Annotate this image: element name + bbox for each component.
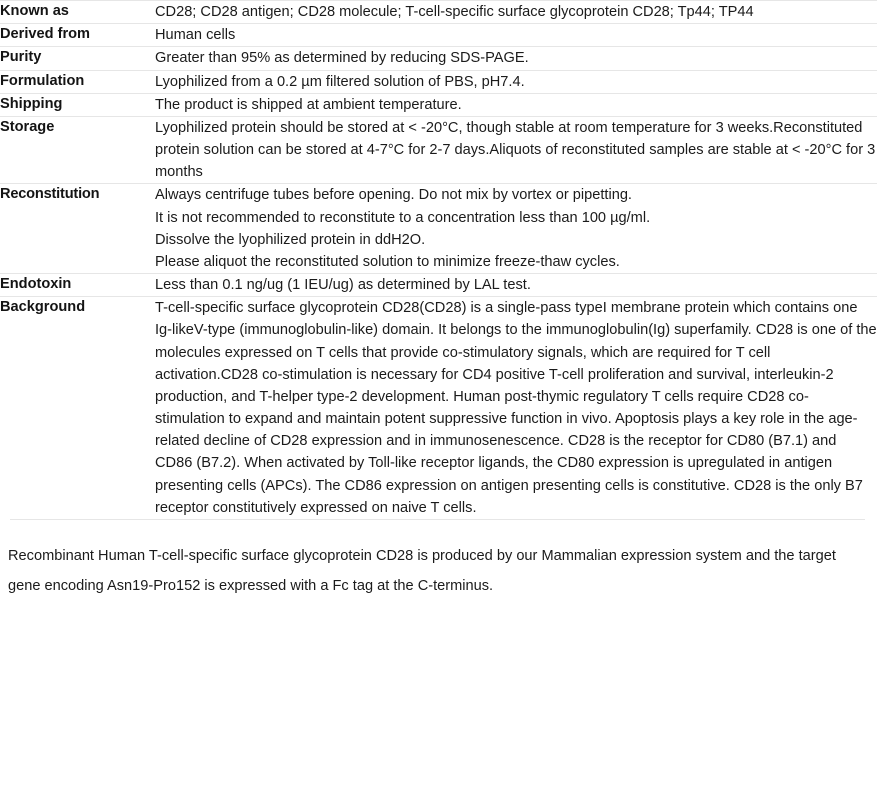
row-label-background: Background bbox=[0, 297, 155, 519]
row-value-reconstitution bbox=[155, 184, 877, 274]
row-label-purity: Purity bbox=[0, 47, 155, 70]
value-line: Always centrifuge tubes before opening. Do not mix by vortex or pipetting. bbox=[155, 187, 632, 204]
value-paragraph: T-cell-specific surface glycoprotein CD28(CD28) is a single-pass typeI membrane protein which contains one Ig-likeV-type (immunoglobulin-like) domain. It belongs to the immunoglobulin(Ig) superfamily. CD28 is one of the molecules expressed on T cells that provide co-stimulatory signals, which are required for T cell activation.CD28 co-stimulation is necessary for CD4 positive T-cell proliferation and survival, interleukin-2 production, and T-helper type-2 development. Human post-thymic regulatory T cells require CD28 co-stimulation to expand and maintain potent suppressive function in vivo. Apoptosis plays a key role in the age-related decline of CD28 expression and in immunosenescence. CD28 is the receptor for CD80 (B7.1) and CD86 (B7.2). When activated by Toll-like receptor ligands, the CD80 expression is upregulated in antigen presenting cells (APCs). The CD86 expression on antigen presenting cells is constitutive. CD28 is the only B7 receptor constitutively expressed on naive T cells. bbox=[155, 300, 877, 516]
value-line: Human cells bbox=[155, 27, 236, 44]
production-note bbox=[0, 520, 877, 602]
row-label-storage: Storage bbox=[0, 116, 155, 184]
table-row bbox=[0, 116, 877, 184]
row-value-endotoxin bbox=[155, 274, 877, 297]
value-line: The product is shipped at ambient temperature. bbox=[155, 96, 462, 113]
row-label-derived-from: Derived from bbox=[0, 24, 155, 47]
row-label-shipping: Shipping bbox=[0, 93, 155, 116]
row-value-derived-from bbox=[155, 24, 877, 47]
value-line: Greater than 95% as determined by reducing SDS-PAGE. bbox=[155, 50, 529, 67]
value-line: Dissolve the lyophilized protein in ddH2O. bbox=[155, 231, 426, 248]
value-line: Less than 0.1 ng/ug (1 IEU/ug) as determined by LAL test. bbox=[155, 277, 531, 294]
row-value-purity bbox=[155, 47, 877, 70]
specification-table-body bbox=[0, 1, 877, 519]
row-value-shipping bbox=[155, 93, 877, 116]
table-row bbox=[0, 24, 877, 47]
row-label-formulation: Formulation bbox=[0, 70, 155, 93]
row-value-formulation bbox=[155, 70, 877, 93]
table-row bbox=[0, 297, 877, 519]
production-note-text: Recombinant Human T-cell-specific surface glycoprotein CD28 is produced by our Mammalian expression system and the target gene encoding Asn19-Pro152 is expressed with a Fc tag at the C-terminus. bbox=[8, 547, 836, 594]
value-line: CD28; CD28 antigen; CD28 molecule; T-cell-specific surface glycoprotein CD28; Tp44; TP44 bbox=[155, 4, 754, 20]
table-row bbox=[0, 93, 877, 116]
table-row bbox=[0, 274, 877, 297]
value-line: Lyophilized from a 0.2 µm filtered solution of PBS, pH7.4. bbox=[155, 73, 525, 90]
table-row bbox=[0, 1, 877, 24]
row-value-known-as bbox=[155, 1, 877, 24]
value-line: It is not recommended to reconstitute to a concentration less than 100 µg/ml. bbox=[155, 209, 651, 226]
row-label-reconstitution: Reconstitution bbox=[0, 184, 155, 274]
table-row bbox=[0, 184, 877, 274]
row-value-storage bbox=[155, 116, 877, 184]
table-row bbox=[0, 47, 877, 70]
value-line: Please aliquot the reconstituted solution to minimize freeze-thaw cycles. bbox=[155, 253, 620, 270]
row-label-endotoxin: Endotoxin bbox=[0, 274, 155, 297]
row-value-background bbox=[155, 297, 877, 519]
row-label-known-as: Known as bbox=[0, 1, 155, 24]
value-paragraph: Lyophilized protein should be stored at < -20°C, though stable at room temperature for 3 weeks.Reconstituted protein solution can be stored at 4-7°C for 2-7 days.Aliquots of reconstituted samples are stable at < -20°C for 3 months bbox=[155, 119, 876, 181]
table-row bbox=[0, 70, 877, 93]
